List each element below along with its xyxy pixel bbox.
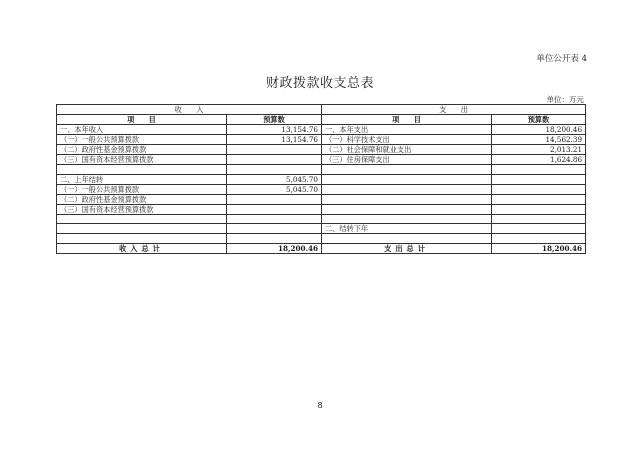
unit-label: 单位：万元 bbox=[546, 95, 584, 104]
table-row bbox=[57, 145, 586, 155]
income-item-cell: （三）国有资本经营预算拨款 bbox=[57, 204, 227, 214]
income-item-cell bbox=[57, 234, 227, 244]
income-total-value: 18,200.46 bbox=[227, 243, 322, 253]
table-row bbox=[57, 135, 586, 145]
expense-total-value: 18,200.46 bbox=[492, 243, 586, 253]
income-item-cell: 一、本年收入 bbox=[57, 125, 227, 135]
expense-value-cell bbox=[492, 204, 586, 214]
expense-item-cell bbox=[322, 234, 492, 244]
income-item-cell bbox=[57, 214, 227, 224]
budget-summary-table bbox=[56, 104, 586, 254]
expense-value-cell bbox=[492, 214, 586, 224]
expense-item-cell bbox=[322, 165, 492, 175]
table-row bbox=[57, 204, 586, 214]
expense-item-cell: （三）住房保障支出 bbox=[322, 155, 492, 165]
income-section-header: 收 入 bbox=[57, 105, 322, 115]
table-row bbox=[57, 194, 586, 204]
income-value-cell bbox=[227, 194, 322, 204]
expense-item-cell: 一、本年支出 bbox=[322, 125, 492, 135]
income-value-cell bbox=[227, 165, 322, 175]
table-row bbox=[57, 234, 586, 244]
income-value-cell bbox=[227, 204, 322, 214]
table-row bbox=[57, 165, 586, 175]
income-value-cell: 5,045.70 bbox=[227, 174, 322, 184]
income-value-cell bbox=[227, 234, 322, 244]
expense-value-cell bbox=[492, 234, 586, 244]
income-value-cell bbox=[227, 214, 322, 224]
totals-row bbox=[57, 243, 586, 253]
income-item-cell: （二）政府性基金预算拨款 bbox=[57, 145, 227, 155]
expense-value-cell bbox=[492, 174, 586, 184]
income-value-cell: 13,154.76 bbox=[227, 135, 322, 145]
income-total-label: 收入总计 bbox=[57, 243, 227, 253]
income-value-cell: 13,154.76 bbox=[227, 125, 322, 135]
section-header-row bbox=[57, 105, 586, 115]
income-item-cell: （三）国有资本经营预算拨款 bbox=[57, 155, 227, 165]
table-row bbox=[57, 155, 586, 165]
expense-value-cell: 18,200.46 bbox=[492, 125, 586, 135]
table-row bbox=[57, 214, 586, 224]
income-value-cell bbox=[227, 145, 322, 155]
expense-item-cell bbox=[322, 184, 492, 194]
income-item-cell: 二、上年结转 bbox=[57, 174, 227, 184]
table-row bbox=[57, 224, 586, 234]
expense-value-cell bbox=[492, 184, 586, 194]
expense-value-cell: 14,562.39 bbox=[492, 135, 586, 145]
expense-item-cell: （二）社会保障和就业支出 bbox=[322, 145, 492, 155]
expense-item-cell bbox=[322, 194, 492, 204]
form-number: 单位公开表 4 bbox=[536, 54, 587, 64]
expense-item-cell: 二、结转下年 bbox=[322, 224, 492, 234]
income-item-cell: （一）一般公共预算拨款 bbox=[57, 135, 227, 145]
expense-value-cell bbox=[492, 194, 586, 204]
expense-value-cell bbox=[492, 165, 586, 175]
income-item-cell bbox=[57, 165, 227, 175]
table-row bbox=[57, 184, 586, 194]
expense-item-cell bbox=[322, 214, 492, 224]
expense-value-cell: 2,013.21 bbox=[492, 145, 586, 155]
income-value-cell bbox=[227, 224, 322, 234]
expense-total-label: 支出总计 bbox=[322, 243, 492, 253]
expense-item-header: 项 目 bbox=[322, 115, 492, 125]
expense-item-cell: （一）科学技术支出 bbox=[322, 135, 492, 145]
expense-section-header: 支 出 bbox=[322, 105, 586, 115]
income-item-cell: （一）一般公共预算拨款 bbox=[57, 184, 227, 194]
column-header-row bbox=[57, 115, 586, 125]
income-value-cell: 5,045.70 bbox=[227, 184, 322, 194]
expense-value-cell: 1,624.86 bbox=[492, 155, 586, 165]
page-number: 8 bbox=[317, 401, 323, 410]
expense-budget-header: 预算数 bbox=[492, 115, 586, 125]
income-value-cell bbox=[227, 155, 322, 165]
table-row bbox=[57, 174, 586, 184]
income-item-header: 项 目 bbox=[57, 115, 227, 125]
income-item-cell bbox=[57, 224, 227, 234]
table-row bbox=[57, 125, 586, 135]
income-budget-header: 预算数 bbox=[227, 115, 322, 125]
expense-item-cell bbox=[322, 204, 492, 214]
income-item-cell: （二）政府性基金预算拨款 bbox=[57, 194, 227, 204]
expense-value-cell bbox=[492, 224, 586, 234]
table-title: 财政拨款收支总表 bbox=[265, 76, 374, 91]
expense-item-cell bbox=[322, 174, 492, 184]
